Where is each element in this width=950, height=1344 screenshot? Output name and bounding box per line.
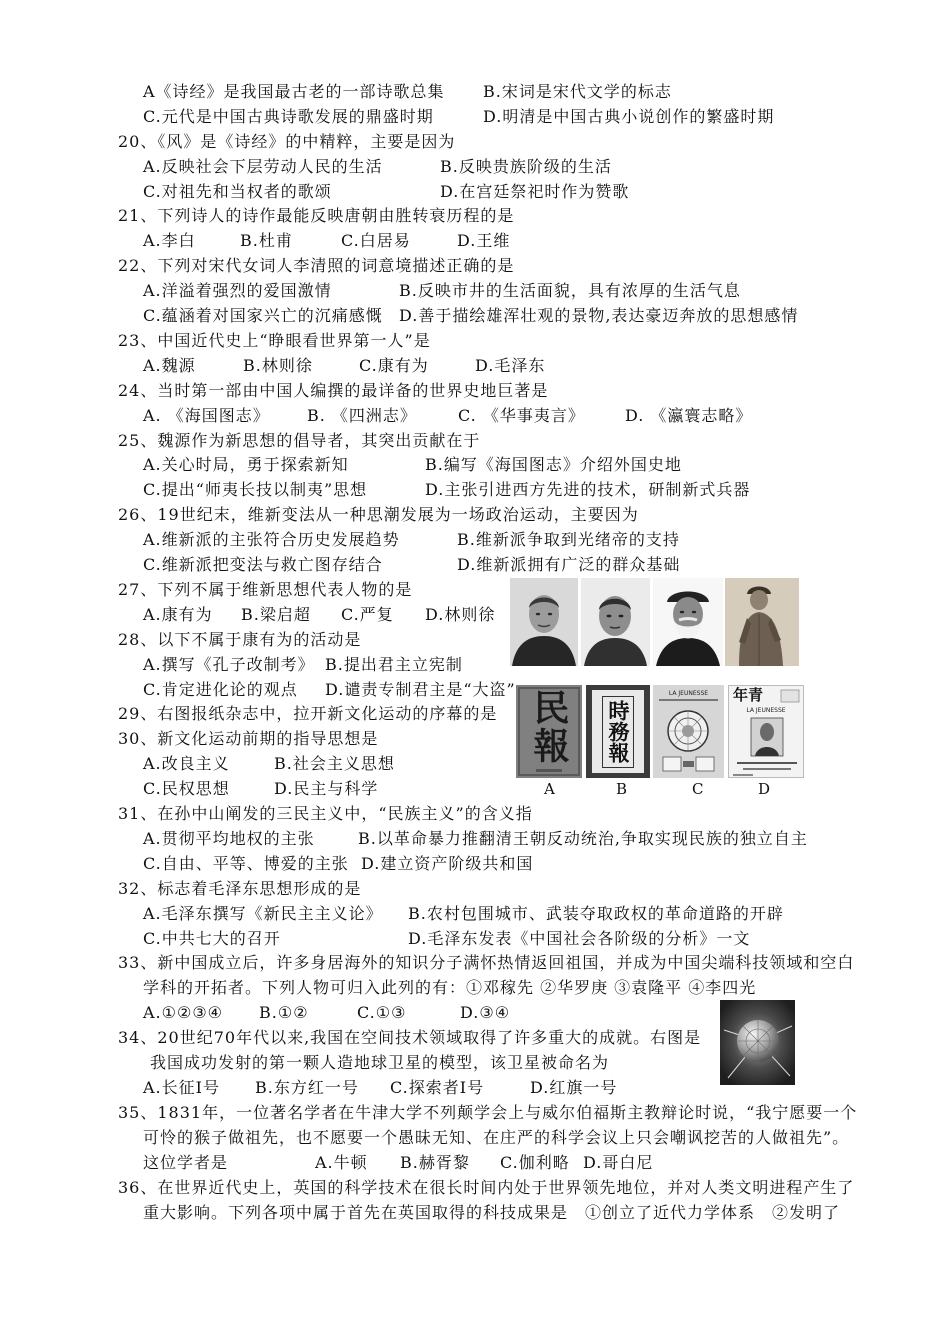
q22-option-d: D.善于描绘雄浑壮观的景物,表达豪迈奔放的思想感情 [399, 306, 799, 325]
q32-option-b: B.农村包围城市、武装夺取政权的革命道路的开辟 [408, 904, 784, 923]
q36-stem-line-2: 重大影响。下列各项中属于首先在英国取得的科技成果是 ①创立了近代力学体系 ②发明了 [143, 1203, 841, 1222]
q32-stem: 32、标志着毛泽东思想形成的是 [118, 879, 362, 898]
newspaper-c-header: LA JEUNESSE [668, 690, 709, 697]
newspaper-d-youth-magazine [728, 685, 804, 778]
q28-options-row-2 [0, 680, 950, 700]
q22-stem-row [0, 256, 950, 276]
q26-option-c: C.维新派把变法与救亡图存结合 [143, 555, 383, 574]
q33-stem-row-1 [0, 953, 950, 973]
q21-options-row [0, 231, 950, 251]
portrait-4-image [725, 578, 799, 666]
newspaper-b-title: 時務報 [606, 700, 631, 763]
q26-option-b: B.维新派争取到光绪帝的支持 [457, 530, 680, 549]
q29-figure-label-c: C [692, 780, 704, 798]
q34-option-b: B.东方红一号 [255, 1078, 359, 1097]
q22-option-c: C.蕴涵着对国家兴亡的沉痛感慨 [143, 306, 383, 325]
q23-option-d: D.毛泽东 [475, 356, 546, 375]
q32-option-d: D.毛泽东发表《中国社会各阶级的分析》一文 [408, 929, 751, 948]
q25-option-c: C.提出“师夷长技以制夷”思想 [143, 480, 368, 499]
newspaper-a-minbao [516, 685, 582, 778]
q29-figure-label-d: D [758, 780, 771, 798]
q30-option-a: A.改良主义 [143, 754, 230, 773]
q26-stem: 26、19世纪末，维新变法从一种思潮发展为一场政治运动，主要因为 [118, 505, 639, 524]
q26-options-row-1 [0, 530, 950, 550]
q19-option-a: A《诗经》是我国最古老的一部诗歌总集 [143, 82, 445, 101]
q23-option-c: C.康有为 [359, 356, 429, 375]
q34-option-a: A.长征Ⅰ号 [143, 1078, 220, 1097]
q25-stem-row [0, 431, 950, 451]
portrait-1-image [510, 578, 578, 666]
q27-option-c: C.严复 [341, 605, 394, 624]
q24-option-a: A. 《海国图志》 [143, 406, 270, 425]
newspaper-d-cover-art [729, 686, 804, 778]
q35-stem-line-1: 35、1831年，一位著名学者在牛津大学不列颠学会上与威尔伯福斯主教辩论时说，“我宁愿要一个 [118, 1103, 858, 1122]
q25-stem: 25、魏源作为新思想的倡导者，其突出贡献在于 [118, 431, 481, 450]
q33-options-row [0, 1003, 950, 1023]
newspaper-a-title: 民報 [528, 689, 570, 765]
q33-option-c: C.①③ [357, 1003, 407, 1022]
q30-option-b: B.社会主义思想 [274, 754, 395, 773]
q32-options-row-1 [0, 904, 950, 924]
q35-stem-row-3 [0, 1153, 950, 1173]
q30-options-row-2 [0, 779, 950, 799]
q35-option-a: A.牛顿 [315, 1153, 368, 1172]
q33-stem-line-1: 33、新中国成立后，许多身居海外的知识分子满怀热情返回祖国，并成为中国尖端科技领域和空白 [118, 953, 855, 972]
q31-option-c: C.自由、平等、博爱的主张 [143, 854, 349, 873]
q28-option-d: D.谴责专制君主是“大盗” [325, 680, 516, 699]
q21-stem-row [0, 206, 950, 226]
q20-options-row-2 [0, 182, 950, 202]
q31-stem-row [0, 804, 950, 824]
q23-options-row [0, 356, 950, 376]
q30-option-d: D.民主与科学 [274, 779, 379, 798]
q19-options-row-2 [0, 107, 950, 127]
q23-option-a: A.魏源 [143, 356, 196, 375]
q34-options-row [0, 1078, 950, 1098]
q26-option-a: A.维新派的主张符合历史发展趋势 [143, 530, 400, 549]
q36-stem-row-1 [0, 1178, 950, 1198]
q33-stem-row-2 [0, 978, 950, 998]
q33-option-b: B.①② [259, 1003, 309, 1022]
q31-options-row-2 [0, 854, 950, 874]
q21-option-d: D.王维 [457, 231, 511, 250]
q35-stem-row-1 [0, 1103, 950, 1123]
q22-option-a: A.洋溢着强烈的爱国激情 [143, 281, 332, 300]
q27-stem: 27、下列不属于维新思想代表人物的是 [118, 580, 413, 599]
portrait-2 [581, 578, 650, 666]
q33-option-a: A.①②③④ [143, 1003, 224, 1022]
q26-stem-row [0, 505, 950, 525]
q21-option-c: C.白居易 [341, 231, 411, 250]
newspaper-b-panel [592, 690, 644, 773]
q24-option-c: C. 《华事夷言》 [458, 406, 585, 425]
q27-portrait-strip [508, 578, 800, 666]
q32-options-row-2 [0, 929, 950, 949]
q30-stem: 30、新文化运动前期的指导思想是 [118, 729, 379, 748]
q24-stem: 24、当时第一部由中国人编撰的最详备的世界史地巨著是 [118, 381, 549, 400]
q27-options-row [0, 605, 950, 625]
q21-option-a: A.李白 [143, 231, 196, 250]
q20-stem: 20、《风》是《诗经》的中精粹，主要是因为 [118, 132, 456, 151]
q24-options-row [0, 406, 950, 426]
q35-stem-line-2: 可怜的猴子做祖先，也不愿要一个愚昧无知、在庄严的科学会议上只会嘲讽挖苦的人做祖先”。 [143, 1128, 850, 1147]
q34-stem-row-2 [0, 1053, 950, 1073]
q29-stem-row [0, 704, 950, 724]
q29-newspaper-strip [516, 685, 804, 778]
portrait-4 [725, 578, 799, 666]
q26-option-d: D.维新派拥有广泛的群众基础 [457, 555, 681, 574]
q28-option-a: A.撰写《孔子改制考》 [143, 655, 315, 674]
q28-options-row-1 [0, 655, 950, 675]
q31-option-a: A.贯彻平均地权的主张 [143, 829, 315, 848]
q31-stem: 31、在孙中山阐发的三民主义中，“民族主义”的含义指 [118, 804, 533, 823]
q31-option-d: D.建立资产阶级共和国 [361, 854, 534, 873]
q19-option-b: B.宋词是宋代文学的标志 [483, 82, 672, 101]
q19-option-d: D.明清是中国古典小说创作的繁盛时期 [483, 107, 775, 126]
q23-option-b: B.林则徐 [243, 356, 313, 375]
portrait-3-image [653, 578, 723, 666]
q20-option-b: B.反映贵族阶级的生活 [440, 157, 612, 176]
portrait-3 [653, 578, 723, 666]
q27-option-a: A.康有为 [143, 605, 213, 624]
q22-options-row-1 [0, 281, 950, 301]
q34-option-d: D.红旗一号 [530, 1078, 618, 1097]
newspaper-b-title-box [602, 696, 634, 768]
q19-option-c: C.元代是中国古典诗歌发展的鼎盛时期 [143, 107, 434, 126]
q25-option-d: D.主张引进西方先进的技术，研制新式兵器 [425, 480, 751, 499]
q29-figure-label-b: B [616, 780, 628, 798]
q22-stem: 22、下列对宋代女词人李清照的词意境描述正确的是 [118, 256, 515, 275]
q34-stem-row-1 [0, 1028, 950, 1048]
q28-option-b: B.提出君主立宪制 [325, 655, 463, 674]
q31-options-row-1 [0, 829, 950, 849]
q20-option-a: A.反映社会下层劳动人民的生活 [143, 157, 383, 176]
q30-option-c: C.民权思想 [143, 779, 230, 798]
newspaper-c-la-jeunesse [653, 685, 724, 778]
q20-option-c: C.对祖先和当权者的歌颂 [143, 182, 332, 201]
q26-options-row-2 [0, 555, 950, 575]
q23-stem: 23、中国近代史上“睁眼看世界第一人”是 [118, 331, 431, 350]
q27-option-b: B.梁启超 [241, 605, 311, 624]
q24-option-d: D. 《瀛寰志略》 [625, 406, 753, 425]
q30-stem-row [0, 729, 950, 749]
q20-stem-row [0, 132, 950, 152]
q23-stem-row [0, 331, 950, 351]
q27-option-d: D.林则徐 [425, 605, 496, 624]
newspaper-d-header: LA JEUNESSE [746, 707, 786, 714]
q34-stem-line-1: 34、20世纪70年代以来,我国在空间技术领域取得了许多重大的成就。右图是 [118, 1028, 702, 1047]
q22-options-row-2 [0, 306, 950, 326]
q35-stem-row-2 [0, 1128, 950, 1148]
q21-stem: 21、下列诗人的诗作最能反映唐朝由胜转衰历程的是 [118, 206, 515, 225]
q31-option-b: B.以革命暴力推翻清王朝反动统治,争取实现民族的独立自主 [358, 829, 808, 848]
q33-stem-line-2: 学科的开拓者。下列人物可归入此列的有：①邓稼先 ②华罗庚 ③袁隆平 ④李四光 [143, 978, 757, 997]
q25-options-row-2 [0, 480, 950, 500]
q28-stem-row [0, 630, 950, 650]
portrait-2-image [581, 578, 650, 666]
newspaper-b-shiwubao [586, 685, 650, 778]
q25-option-b: B.编写《海国图志》介绍外国史地 [425, 455, 682, 474]
q20-options-row-1 [0, 157, 950, 177]
newspaper-c-cover-art [653, 685, 724, 778]
q25-option-a: A.关心时局，勇于探索新知 [143, 455, 349, 474]
q33-option-d: D.③④ [460, 1003, 511, 1022]
q29-stem: 29、右图报纸杂志中，拉开新文化运动的序幕的是 [118, 704, 498, 723]
satellite-model-svg [720, 1000, 795, 1085]
q35-option-b: B.赫胥黎 [400, 1153, 470, 1172]
q24-stem-row [0, 381, 950, 401]
q36-stem-line-1: 36、在世界近代史上，英国的科学技术在很长时间内处于世界领先地位，并对人类文明进程产生了 [118, 1178, 855, 1197]
q35-option-c: C.伽利略 [500, 1153, 570, 1172]
portrait-1 [510, 578, 578, 666]
q20-option-d: D.在宫廷祭祀时作为赞歌 [440, 182, 630, 201]
q32-option-c: C.中共七大的召开 [143, 929, 281, 948]
q28-stem: 28、以下不属于康有为的活动是 [118, 630, 362, 649]
q22-option-b: B.反映市井的生活面貌，具有浓厚的生活气息 [399, 281, 741, 300]
q29-figure-label-a: A [544, 780, 555, 798]
newspaper-d-title: 年青 [733, 686, 764, 704]
q19-options-row-1 [0, 82, 950, 102]
q25-options-row-1 [0, 455, 950, 475]
q30-options-row-1 [0, 754, 950, 774]
q32-option-a: A.毛泽东撰写《新民主主义论》 [143, 904, 383, 923]
q34-option-c: C.探索者Ⅰ号 [390, 1078, 485, 1097]
q32-stem-row [0, 879, 950, 899]
q36-stem-row-2 [0, 1203, 950, 1223]
q35-stem-line-3: 这位学者是 [143, 1153, 229, 1172]
q24-option-b: B. 《四洲志》 [307, 406, 417, 425]
q35-option-d: D.哥白尼 [583, 1153, 654, 1172]
q21-option-b: B.杜甫 [240, 231, 293, 250]
q27-stem-row [0, 580, 950, 600]
q34-stem-line-2: 我国成功发射的第一颗人造地球卫星的模型，该卫星被命名为 [150, 1053, 610, 1072]
satellite-model-image [720, 1000, 795, 1085]
q28-option-c: C.肯定进化论的观点 [143, 680, 298, 699]
